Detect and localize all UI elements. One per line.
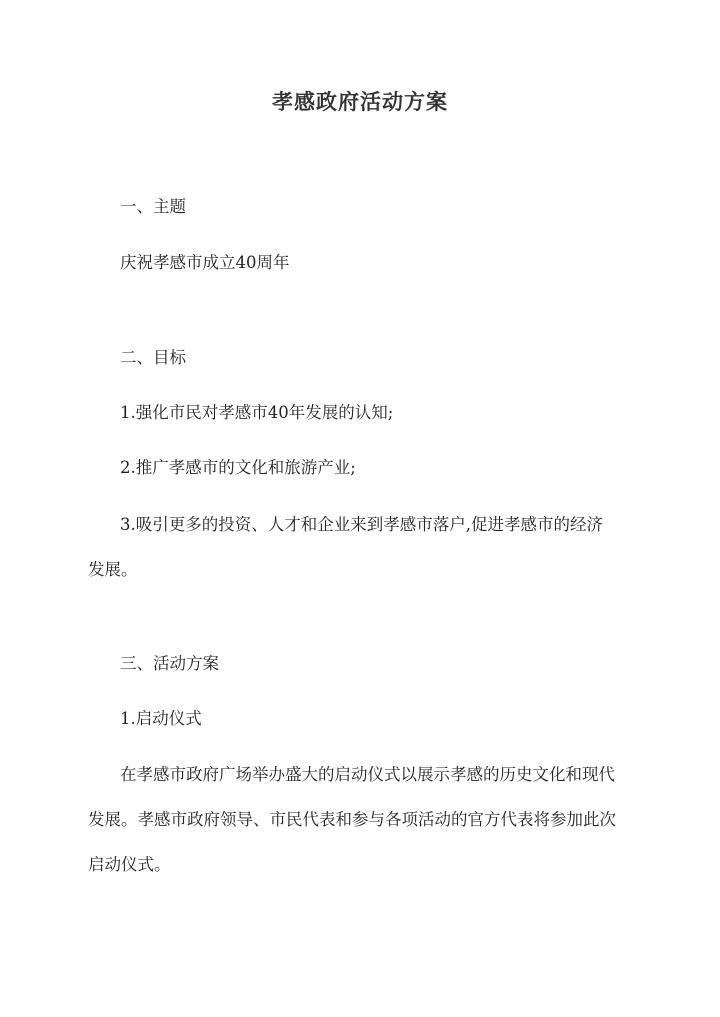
section-heading-theme: 一、主题 (120, 197, 186, 216)
goal-item-3-line-2: 发展。 (88, 560, 138, 579)
goal-item-3-line-1: 3.吸引更多的投资、人才和企业来到孝感市落户,促进孝感市的经济 (120, 515, 603, 534)
document-title: 孝感政府活动方案 (272, 89, 448, 114)
goal-item-1: 1.强化市民对孝感市40年发展的认知; (120, 403, 394, 422)
launch-ceremony-line-3: 启动仪式。 (88, 855, 171, 874)
section-heading-goals: 二、目标 (120, 348, 186, 367)
launch-ceremony-line-2: 发展。孝感市政府领导、市民代表和参与各项活动的官方代表将参加此次 (88, 810, 616, 829)
section-heading-plan: 三、活动方案 (120, 654, 219, 673)
theme-content: 庆祝孝感市成立40周年 (120, 253, 290, 272)
plan-subheading-launch-ceremony: 1.启动仪式 (120, 709, 202, 728)
launch-ceremony-line-1: 在孝感市政府广场举办盛大的启动仪式以展示孝感的历史文化和现代 (120, 765, 615, 784)
goal-item-2: 2.推广孝感市的文化和旅游产业; (120, 458, 356, 477)
